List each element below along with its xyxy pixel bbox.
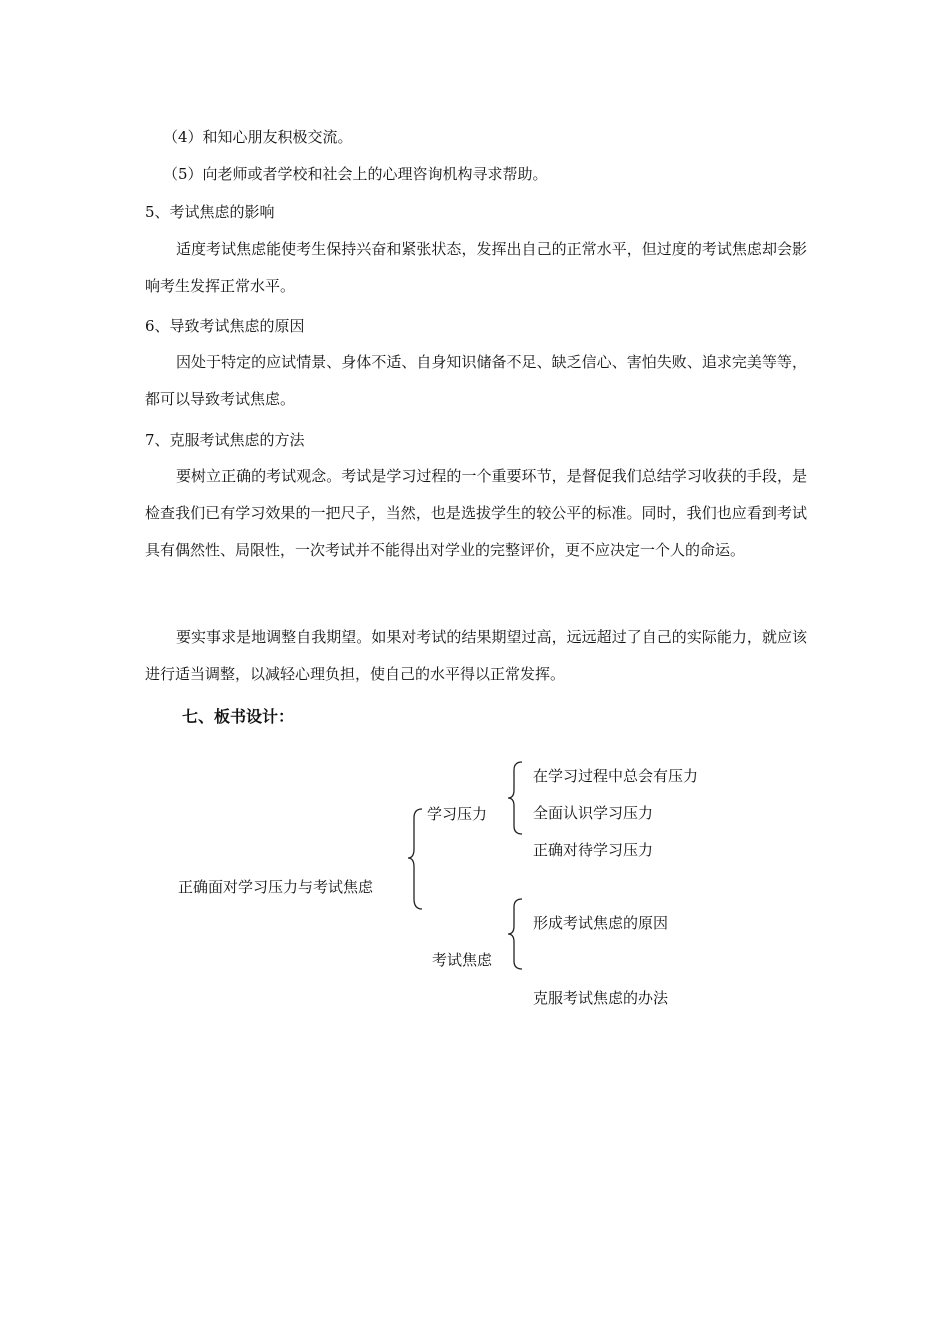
branch-item: 形成考试焦虑的原因 [533, 914, 669, 932]
branch-item: 全面认识学习压力 [533, 804, 654, 822]
list-item: （5）向老师或者学校和社会上的心理咨询机构寻求帮助。 [163, 165, 548, 183]
branch-brace-1 [508, 762, 522, 834]
branch-label: 学习压力 [427, 805, 488, 823]
section-heading: 7、克服考试焦虑的方法 [145, 431, 305, 449]
paragraph: 因处于特定的应试情景、身体不适、自身知识储备不足、缺乏信心、害怕失败、追求完美等等，都可以导致考试焦虑。 [145, 353, 807, 408]
list-item: （4）和知心朋友积极交流。 [163, 128, 353, 146]
branch-item: 克服考试焦虑的办法 [533, 989, 669, 1007]
branch-label: 考试焦虑 [432, 951, 493, 969]
branch-brace-2 [508, 899, 522, 969]
paragraph: 要实事求是地调整自我期望。如果对考试的结果期望过高，远远超过了自己的实际能力，就应该进行适当调整，以减轻心理负担，使自己的水平得以正常发挥。 [145, 628, 807, 683]
branch-item: 在学习过程中总会有压力 [533, 767, 699, 785]
paragraph: 适度考试焦虑能使考生保持兴奋和紧张状态，发挥出自己的正常水平，但过度的考试焦虑却会影响考生发挥正常水平。 [145, 240, 807, 295]
branch-item: 正确对待学习压力 [533, 841, 654, 859]
root-brace [408, 809, 422, 909]
section-heading: 6、导致考试焦虑的原因 [145, 317, 305, 335]
paragraph: 要树立正确的考试观念。考试是学习过程的一个重要环节，是督促我们总结学习收获的手段，是检查我们已有学习效果的一把尺子，当然，也是选拔学生的较公平的标准。同时，我们也应看到考试具有偶然性、局限性，一次考试并不能得出对学业的完整评价，更不应决定一个人的命运。 [145, 467, 807, 559]
section-heading: 5、考试焦虑的影响 [145, 203, 275, 221]
board-design-heading: 七、板书设计： [182, 707, 295, 726]
diagram-root-label: 正确面对学习压力与考试焦虑 [178, 878, 374, 896]
